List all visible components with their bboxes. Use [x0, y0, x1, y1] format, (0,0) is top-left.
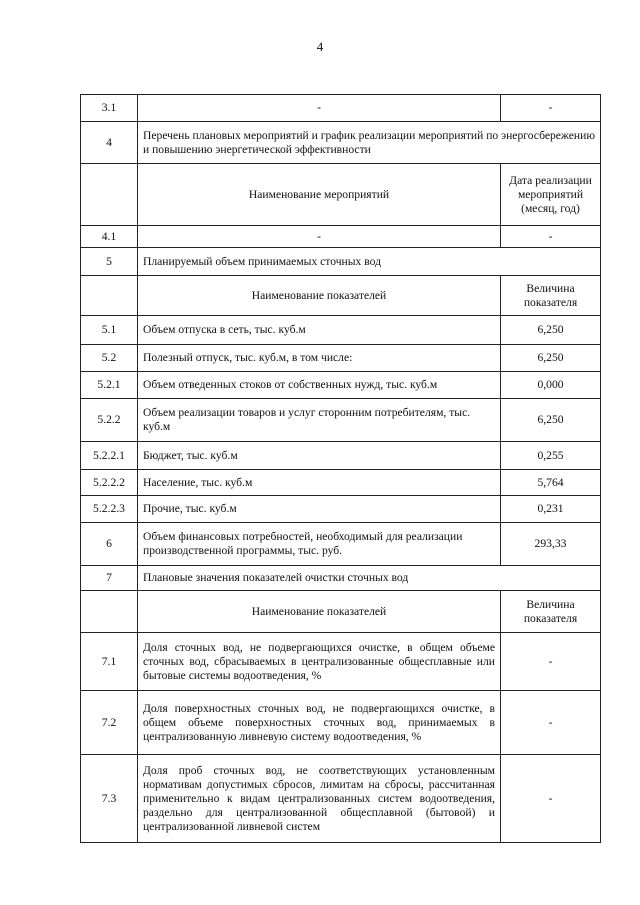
section-row — [81, 566, 601, 591]
row-number: 7.1 — [81, 633, 138, 691]
row-value: 6,250 — [501, 316, 601, 345]
row-name: Объем финансовых потребностей, необходимый для реализации производственной программы, тыс. руб. — [138, 523, 501, 566]
row-name: Доля поверхностных сточных вод, не подвергающихся очистке, в общем объеме поверхностных сточных вод, принимаемых в централизованную ливневую систему водоотведения, % — [138, 691, 501, 755]
table-row — [81, 755, 601, 843]
section-row — [81, 248, 601, 276]
row-value: 0,255 — [501, 442, 601, 470]
row-value: 6,250 — [501, 399, 601, 442]
row-name: Объем отведенных стоков от собственных нужд, тыс. куб.м — [138, 372, 501, 399]
row-number: 5.2.2.3 — [81, 496, 138, 523]
header-row — [81, 276, 601, 316]
row-name: - — [138, 226, 501, 248]
column-header-value: Величина показателя — [501, 591, 601, 633]
row-number: 6 — [81, 523, 138, 566]
column-header-value: Величина показателя — [501, 276, 601, 316]
row-value: 293,33 — [501, 523, 601, 566]
row-value: - — [501, 95, 601, 122]
row-number: 7 — [81, 566, 138, 591]
row-value: - — [501, 226, 601, 248]
row-name: Доля проб сточных вод, не соответствующих установленным нормативам допустимых сбросов, лимитам на сбросы, рассчитанная применительно к видам централизованных систем водоотведения, раздельно для централизованной общесплавной (бытовой) и централизованной ливневой систем — [138, 755, 501, 843]
row-number: 5.1 — [81, 316, 138, 345]
row-number: 5.2.2 — [81, 399, 138, 442]
table-row — [81, 226, 601, 248]
table-row — [81, 523, 601, 566]
row-name: Объем отпуска в сеть, тыс. куб.м — [138, 316, 501, 345]
table-row — [81, 691, 601, 755]
table-row — [81, 399, 601, 442]
table-row — [81, 633, 601, 691]
row-name: - — [138, 95, 501, 122]
row-name: Полезный отпуск, тыс. куб.м, в том числе: — [138, 345, 501, 372]
row-name: Население, тыс. куб.м — [138, 470, 501, 496]
page-number: 4 — [316, 39, 324, 54]
production-program-table — [80, 94, 601, 843]
column-header-value: Дата реализации мероприятий (месяц, год) — [501, 164, 601, 226]
row-value: - — [501, 633, 601, 691]
section-title: Плановые значения показателей очистки сточных вод — [138, 566, 601, 591]
row-number: 5.2.2.1 — [81, 442, 138, 470]
table-row — [81, 470, 601, 496]
row-number: 5.2.2.2 — [81, 470, 138, 496]
row-value: 6,250 — [501, 345, 601, 372]
row-number: 5.2.1 — [81, 372, 138, 399]
table-row — [81, 496, 601, 523]
row-value: 5,764 — [501, 470, 601, 496]
column-header-name: Наименование показателей — [138, 591, 501, 633]
row-value: 0,231 — [501, 496, 601, 523]
row-value: 0,000 — [501, 372, 601, 399]
column-header-name: Наименование показателей — [138, 276, 501, 316]
row-name: Объем реализации товаров и услуг сторонним потребителям, тыс. куб.м — [138, 399, 501, 442]
section-title: Планируемый объем принимаемых сточных вод — [138, 248, 601, 276]
table-row — [81, 442, 601, 470]
row-name: Бюджет, тыс. куб.м — [138, 442, 501, 470]
row-value: - — [501, 691, 601, 755]
header-row — [81, 164, 601, 226]
row-name: Прочие, тыс. куб.м — [138, 496, 501, 523]
row-name: Доля сточных вод, не подвергающихся очистке, в общем объеме сточных вод, сбрасываемых в централизованные общесплавные или бытовые системы водоотведения, % — [138, 633, 501, 691]
row-number: 5 — [81, 248, 138, 276]
column-header-name: Наименование мероприятий — [138, 164, 501, 226]
row-number: 7.3 — [81, 755, 138, 843]
row-number: 5.2 — [81, 345, 138, 372]
table-row — [81, 345, 601, 372]
row-number: 3.1 — [81, 95, 138, 122]
table-row — [81, 316, 601, 345]
table-row — [81, 372, 601, 399]
row-number: 7.2 — [81, 691, 138, 755]
section-title: Перечень плановых мероприятий и график реализации мероприятий по энергосбережению и повышению энергетической эффективности — [138, 122, 601, 164]
header-row — [81, 591, 601, 633]
section-row — [81, 122, 601, 164]
row-value: - — [501, 755, 601, 843]
row-number: 4 — [81, 122, 138, 164]
row-number: 4.1 — [81, 226, 138, 248]
table-row — [81, 95, 601, 122]
